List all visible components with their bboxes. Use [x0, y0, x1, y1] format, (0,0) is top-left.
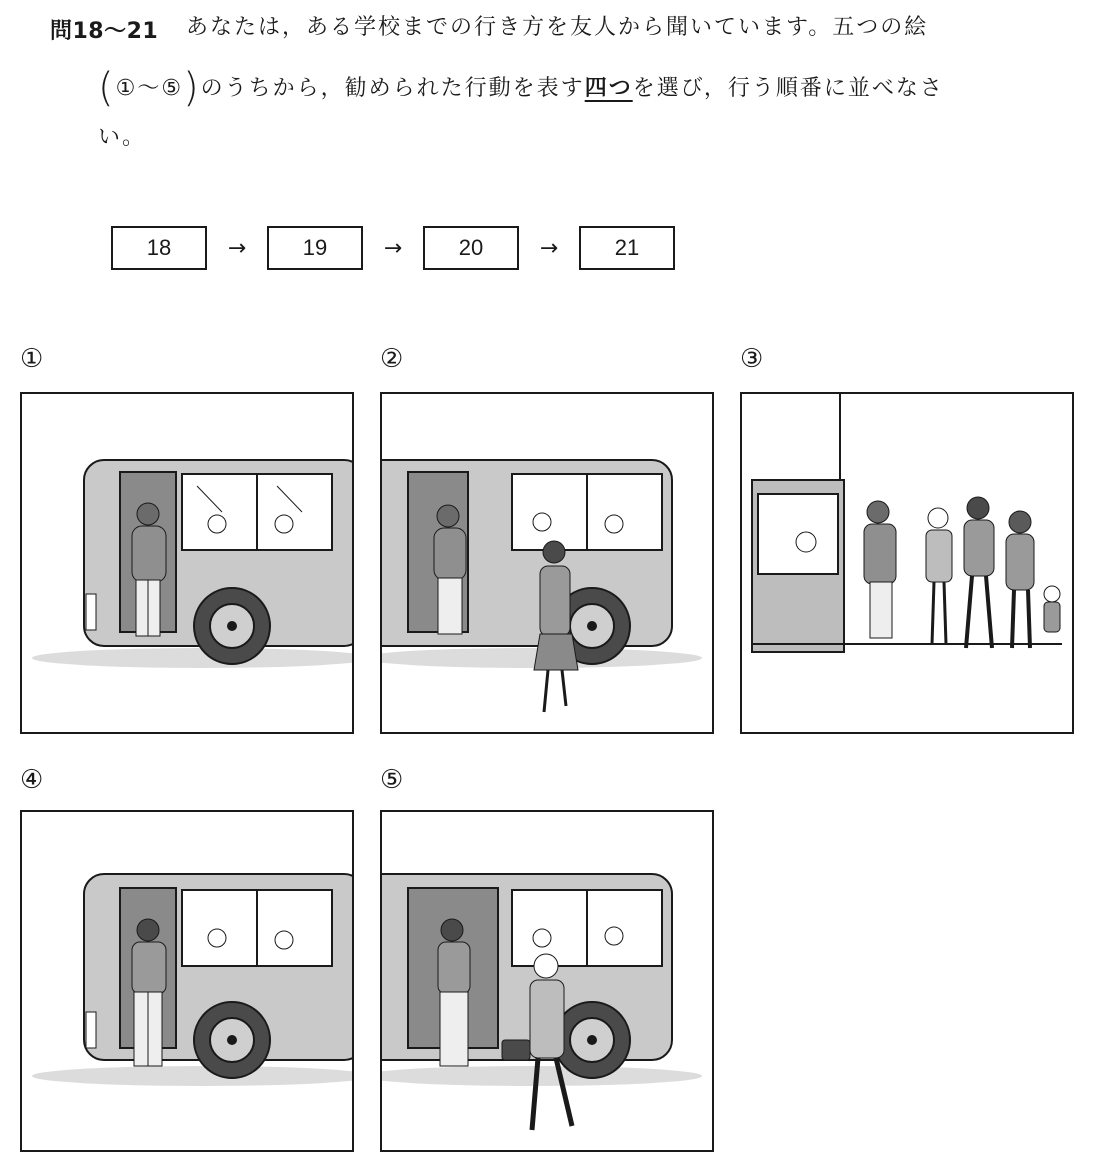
panel-3-image[interactable]: [740, 392, 1074, 734]
question-text-line1: あなたは，ある学校までの行き方を友人から聞いています。五つの絵: [186, 15, 929, 40]
question-text-line2: (①～⑤)のうちから，勧められた行動を表す四つを選び，行う順番に並べなさ: [98, 65, 944, 111]
panel-2-image[interactable]: [380, 392, 714, 734]
answer-box-21[interactable]: 21: [579, 226, 675, 270]
panel-number-4: ④: [20, 765, 44, 795]
answer-order-row: [111, 226, 675, 270]
panel-5-image[interactable]: [380, 810, 714, 1152]
answer-box-19[interactable]: 19: [267, 226, 363, 270]
bus-boarding-woman-illustration: [382, 394, 712, 732]
arrow-icon: →: [539, 235, 559, 261]
panel-number-5: ⑤: [380, 765, 404, 795]
answer-box-18[interactable]: 18: [111, 226, 207, 270]
panel-number-3: ③: [740, 344, 764, 374]
panel-number-2: ②: [380, 344, 404, 374]
panel-number-1: ①: [20, 344, 44, 374]
bus-exiting-illustration: [22, 812, 352, 1150]
arrow-icon: →: [227, 235, 247, 261]
option-range: ①～⑤: [115, 76, 184, 101]
question-text-line3: い。: [98, 125, 147, 150]
question-number: 問18～21: [50, 19, 159, 44]
ticket-booth-queue-illustration: [742, 394, 1072, 732]
arrow-icon: →: [383, 235, 403, 261]
bus-boarding-illustration: [22, 394, 352, 732]
emphasis-text: 四つ: [584, 76, 633, 101]
answer-box-20[interactable]: 20: [423, 226, 519, 270]
bus-exiting-man-illustration: [382, 812, 712, 1150]
panel-1-image[interactable]: [20, 392, 354, 734]
panel-4-image[interactable]: [20, 810, 354, 1152]
